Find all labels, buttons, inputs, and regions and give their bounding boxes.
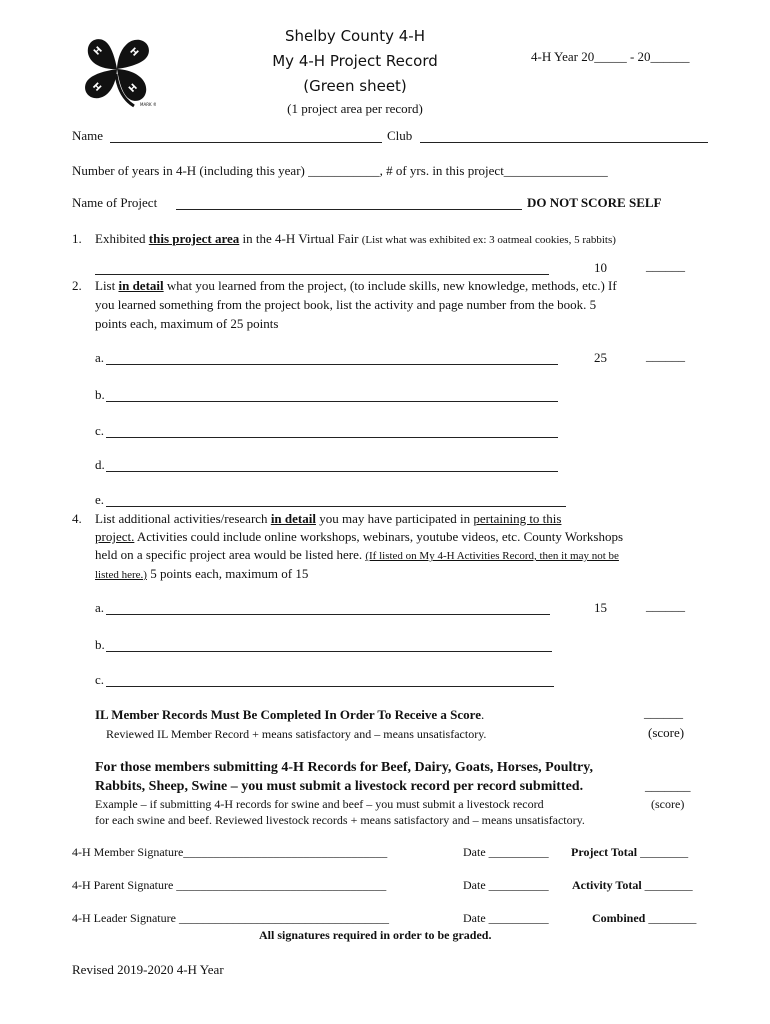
- item4-letter-c: c.: [95, 672, 105, 687]
- project-total: Project Total ________: [571, 845, 689, 859]
- item4-line2: project. Activities could include online workshops, webinars, youtube videos, etc. County Workshops: [95, 529, 624, 544]
- item4-line-c[interactable]: [106, 686, 554, 687]
- item2-line-a[interactable]: [106, 364, 558, 365]
- livestock-line1: For those members submitting 4-H Records for Beef, Dairy, Goats, Horses, Poultry,: [95, 760, 593, 775]
- item2-letter-d: d.: [95, 457, 105, 472]
- club-field[interactable]: [420, 142, 708, 143]
- svg-text:H: H: [92, 45, 105, 58]
- parent-date-field[interactable]: Date __________: [463, 878, 549, 892]
- svg-text:H: H: [125, 80, 138, 94]
- combined-total: Combined ________: [592, 911, 697, 925]
- years-in-4h-field[interactable]: Number of years in 4-H (including this year) ___________, # of yrs. in this project________________: [72, 163, 608, 178]
- item4-line4: listed here.) 5 points each, maximum of 15: [95, 566, 309, 581]
- item2-letter-b: b.: [95, 387, 105, 402]
- item2-line-b[interactable]: [106, 401, 558, 402]
- clover-logo: [78, 30, 156, 110]
- il-member-detail: Reviewed IL Member Record + means satisfactory and – means unsatisfactory.: [106, 727, 487, 741]
- il-member-score-blank[interactable]: ______: [644, 705, 683, 720]
- title-line3: (Green sheet): [303, 77, 407, 95]
- il-member-heading: IL Member Records Must Be Completed In Order To Receive a Score.: [95, 707, 485, 722]
- livestock-score-blank[interactable]: _______: [645, 778, 691, 793]
- leader-date-field[interactable]: Date __________: [463, 911, 549, 925]
- name-field[interactable]: [110, 142, 382, 143]
- project-name-field[interactable]: [176, 209, 522, 210]
- activity-total: Activity Total ________: [572, 878, 693, 892]
- item4-line1: List additional activities/research in detail you may have participated in pertaining to this: [95, 511, 562, 526]
- item2-line-d[interactable]: [106, 471, 558, 472]
- item2-line-e[interactable]: [106, 506, 566, 507]
- do-not-score-self: DO NOT SCORE SELF: [527, 195, 662, 210]
- livestock-line2: Rabbits, Sheep, Swine – you must submit a livestock record per record submitted.: [95, 779, 584, 794]
- livestock-example1: Example – if submitting 4-H records for swine and beef – you must submit a livestock record: [95, 797, 544, 811]
- item4-score-blank[interactable]: ______: [646, 598, 685, 613]
- signatures-required-note: All signatures required in order to be graded.: [259, 928, 492, 942]
- item1-num: 1.: [72, 231, 82, 246]
- item2-line3: points each, maximum of 25 points: [95, 316, 279, 331]
- item2-letter-e: e.: [95, 492, 105, 507]
- item4-points: 15: [594, 600, 607, 615]
- project-name-label: Name of Project: [72, 195, 158, 210]
- item2-score-blank[interactable]: ______: [646, 348, 685, 363]
- livestock-example2: for each swine and beef. Reviewed livestock records + means satisfactory and – means unsatisfactory.: [95, 813, 585, 827]
- item1-score-blank[interactable]: ______: [646, 258, 685, 273]
- item2-line-c[interactable]: [106, 437, 558, 438]
- svg-text:H: H: [127, 46, 140, 59]
- item4-line3: held on a specific project area would be listed here. (If listed on My 4-H Activities Record, then it may not be: [95, 547, 619, 562]
- club-label: Club: [387, 128, 413, 143]
- item2-num: 2.: [72, 278, 82, 293]
- livestock-score-label: (score): [651, 797, 685, 811]
- leader-signature-field[interactable]: 4-H Leader Signature ___________________________________: [72, 911, 389, 925]
- parent-signature-field[interactable]: 4-H Parent Signature ___________________________________: [72, 878, 387, 892]
- name-label: Name: [72, 128, 104, 143]
- item1-points: 10: [594, 260, 607, 275]
- member-date-field[interactable]: Date __________: [463, 845, 549, 859]
- item4-num: 4.: [72, 511, 82, 526]
- title-line1: Shelby County 4-H: [284, 27, 426, 45]
- title-line2: My 4-H Project Record: [272, 52, 438, 70]
- item1-text: Exhibited this project area in the 4-H Virtual Fair (List what was exhibited ex: 3 oatmeal cookies, 5 rabbits): [95, 231, 616, 246]
- item4-line-a[interactable]: [106, 614, 550, 615]
- item4-letter-a: a.: [95, 600, 105, 615]
- item4-line-b[interactable]: [106, 651, 552, 652]
- revised-footer: Revised 2019-2020 4-H Year: [72, 962, 224, 977]
- subtitle: (1 project area per record): [287, 101, 423, 116]
- item1-answer-line[interactable]: [95, 274, 549, 275]
- item2-line2: you learned something from the project book, list the activity and page number from the book. 5: [95, 297, 597, 312]
- item2-points: 25: [594, 350, 607, 365]
- item2-line1: List in detail what you learned from the project, (to include skills, new knowledge, methods, etc.) If: [95, 278, 617, 293]
- item2-letter-c: c.: [95, 423, 105, 438]
- svg-text:H: H: [91, 79, 105, 92]
- member-signature-field[interactable]: 4-H Member Signature__________________________________: [72, 845, 388, 859]
- item2-letter-a: a.: [95, 350, 105, 365]
- logo-mark: MARK ®: [140, 102, 156, 107]
- il-member-score-label: (score): [648, 725, 685, 740]
- item4-letter-b: b.: [95, 637, 105, 652]
- year-label: 4-H Year 20_____ - 20______: [531, 49, 690, 64]
